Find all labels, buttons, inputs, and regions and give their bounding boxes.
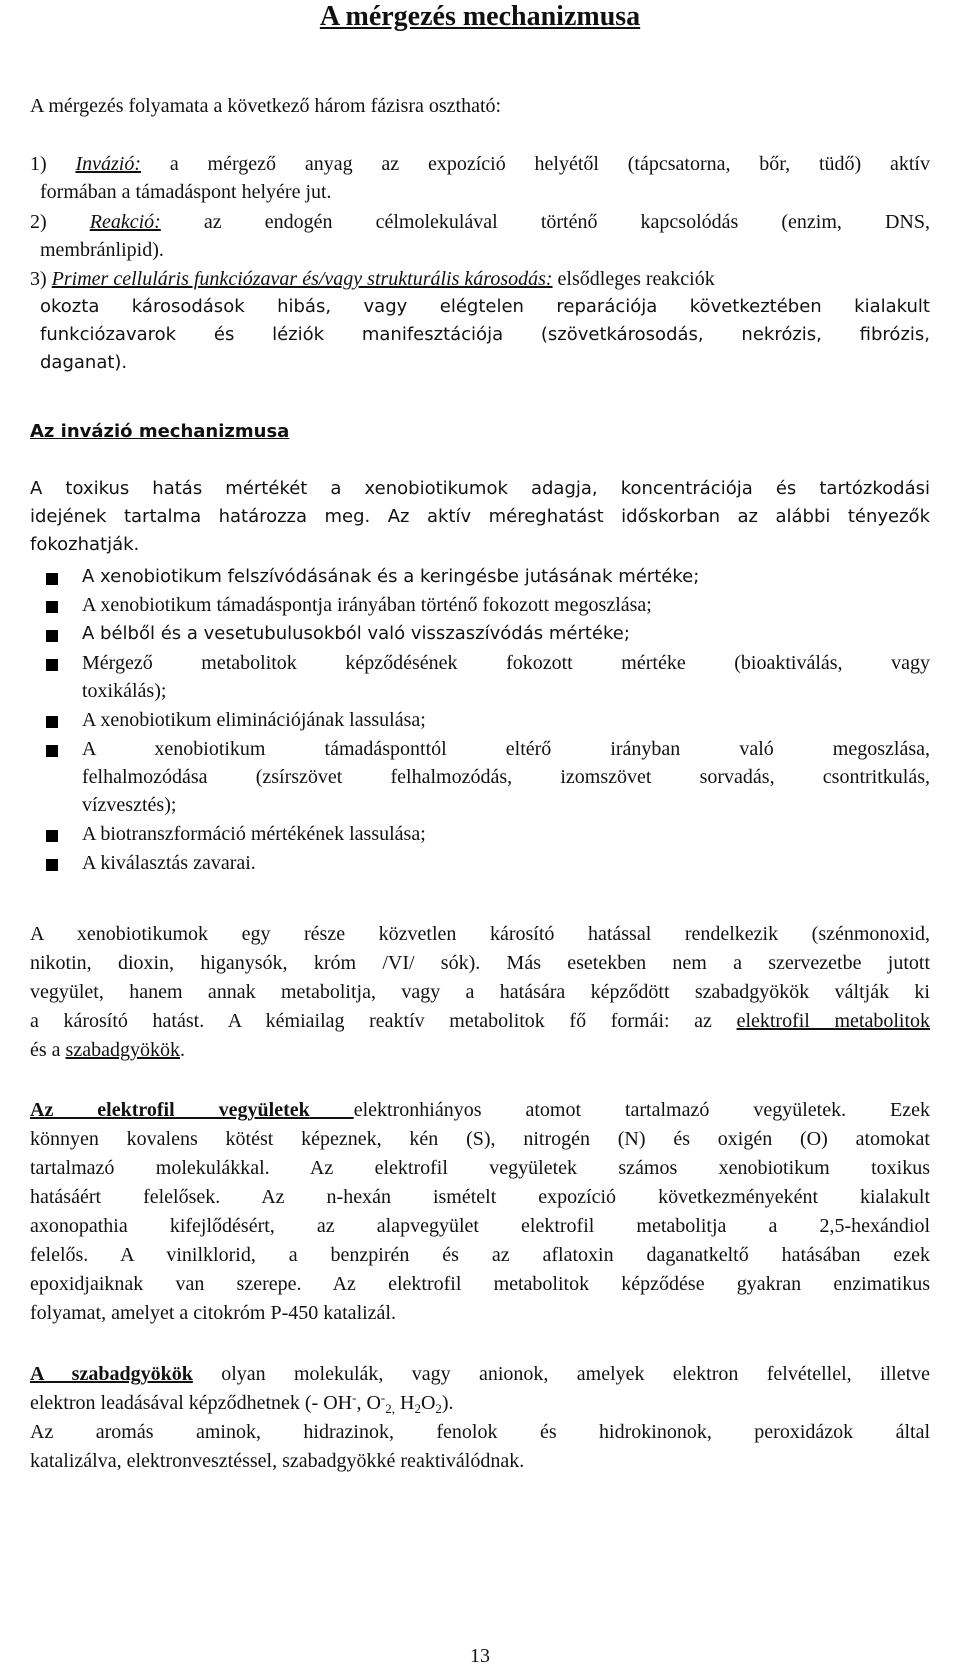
intro-text: A mérgezés folyamata a következő három fázisra osztható: [30, 95, 502, 117]
bullet-square-icon [46, 859, 58, 871]
list-item: A xenobiotikum támadásponttól eltérő irányban való megoszlása, felhalmozódása (zsírszövet felhalmozódás, izomszövet sorvadás, csontritkulás, vízvesztés); [82, 738, 930, 816]
phase-1: 1) Invázió: a mérgező anyag az expozíció helyétől (tápcsatorna, bőr, tüdő) aktív formában a támadáspont helyére jut. [30, 153, 930, 203]
term-link: szabadgyökök [65, 1039, 180, 1061]
bullet-square-icon [46, 573, 58, 585]
page-number: 13 [470, 1645, 490, 1667]
list-item: Mérgező metabolitok képződésének fokozott mértéke (bioaktiválás, vagy toxikálás); [82, 652, 930, 702]
phase-term: Primer celluláris funkciózavar és/vagy strukturális károsodás: [51, 268, 553, 290]
bullet-square-icon [46, 830, 58, 842]
paragraph-heading: Az elektrofil vegyületek [30, 1099, 310, 1121]
phase-2: 2) Reakció: az endogén célmolekulával történő kapcsolódás (enzim, DNS, membránlipid). [30, 211, 930, 261]
paragraph-heading: A szabadgyökök [30, 1363, 193, 1385]
invasion-paragraph: A toxikus hatás mértékét a xenobiotikumok adagja, koncentrációja és tartózkodási idejének tartalma határozza meg. Az aktív méreghatást időskorban az alábbi tényezők fokozhatják. [30, 478, 930, 555]
phase-term: Reakció: [89, 211, 161, 233]
list-item: A kiválasztás zavarai. [82, 852, 256, 874]
list-item: A xenobiotikum támadáspontja irányában történő fokozott megoszlása; [82, 594, 652, 616]
bullet-square-icon [46, 630, 58, 642]
phase-3: 3) Primer celluláris funkciózavar és/vagy strukturális károsodás: elsődleges reakciók okozta károsodások hibás, vagy elégtelen reparációja következtében kialakult funkciózavarok és léziók manifesztációja (szövetkárosodás, nekrózis, fibrózis, daganat). [30, 268, 930, 373]
term-link: elektrofil metabolitok [736, 1010, 931, 1032]
free-radicals-paragraph: A szabadgyökök olyan molekulák, vagy anionok, amelyek elektron felvétellel, illetve elektron leadásával képződhetnek (- OH-, $O^-_{2,}$ $H_2O_2$). Az aromás aminok, hidrazinok, fenolok és hidrokinonok, peroxidázok által katalizálva, elektronvesztéssel, szabadgyökké reaktiválódnak. [30, 1363, 931, 1472]
section-heading-invasion: Az invázió mechanizmusa [30, 421, 290, 442]
page-title: A mérgezés mechanizmusa [319, 1, 641, 32]
list-item: A biotranszformáció mértékének lassulása; [82, 823, 426, 845]
xenobiotics-paragraph: A xenobiotikumok egy része közvetlen károsító hatással rendelkezik (szénmonoxid, nikotin, dioxin, higanysók, króm /VI/ sók). Más esetekben nem a szervezetbe jutott vegyület, hanem annak metabolitja, vagy a hatására képződött szabadgyökök váltják ki a károsító hatást. A kémiailag reaktív metabolitok fő formái: az elektrofil metabolitok és a szabadgyökök. [30, 923, 931, 1061]
bullet-square-icon [46, 716, 58, 728]
bullet-square-icon [46, 745, 58, 757]
electrophilic-paragraph: Az elektrofil vegyületek elektronhiányos atomot tartalmazó vegyületek. Ezek könnyen kovalens kötést képeznek, kén (S), nitrogén (N) és oxigén (O) atomokat tartalmazó molekulákkal. Az elektrofil vegyületek számos xenobiotikum toxikus hatásáért felelősek. Az n-hexán ismételt expozíció következményeként kialakult axonopathia kifejlődésért, az alapvegyület elektrofil metabolitja a 2,5-hexándiol felelős. A vinilklorid, a benzpirén és az aflatoxin daganatkeltő hatásában ezek epoxidjaiknak van szerepe. Az elektrofil metabolitok képződése gyakran enzimatikus folyamat, amelyet a citokróm P-450 katalizál. [30, 1099, 931, 1324]
list-item: A xenobiotikum felszívódásának és a keringésbe jutásának mértéke; [82, 566, 700, 587]
bullet-square-icon [46, 659, 58, 671]
phase-term: Invázió: [75, 153, 142, 175]
bullet-square-icon [46, 601, 58, 613]
list-item: A bélből és a vesetubulusokból való visszaszívódás mértéke; [82, 623, 630, 644]
list-item: A xenobiotikum eliminációjának lassulása; [82, 709, 426, 731]
